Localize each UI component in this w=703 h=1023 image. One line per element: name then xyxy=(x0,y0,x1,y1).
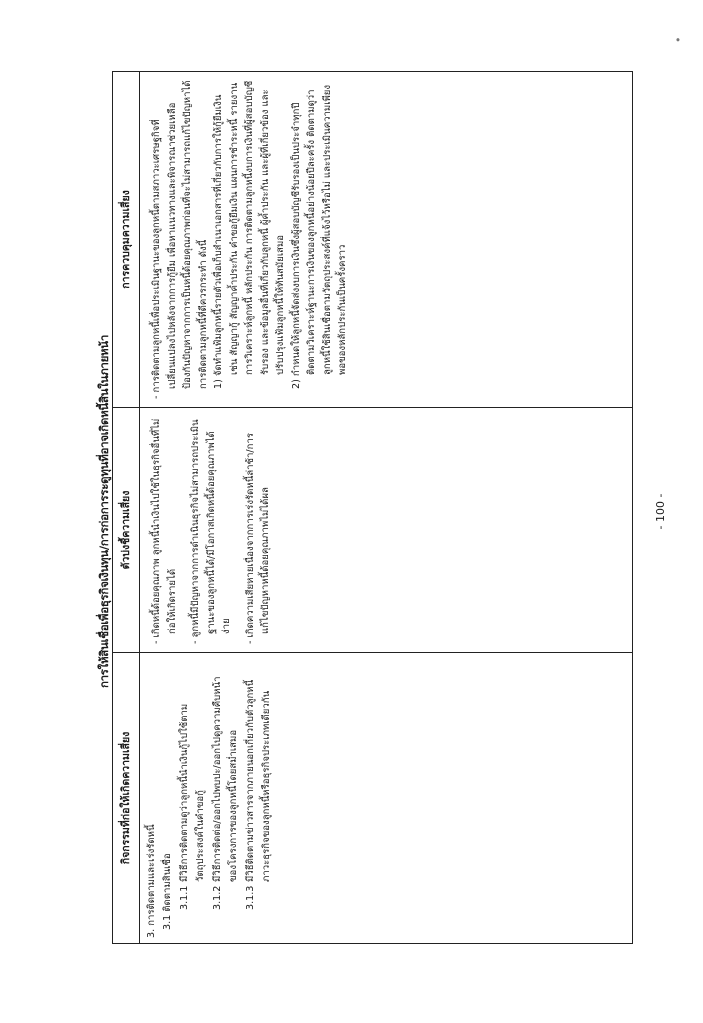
page-number: - 100 - xyxy=(654,493,667,530)
item-number: 3.1.1 xyxy=(179,885,191,910)
control-intro: การติดตามลูกหนี้ที่ดีควรกระทำ ดังนี้ xyxy=(197,239,209,389)
item-number: 3.1.2 xyxy=(212,885,224,910)
activity-item xyxy=(210,661,241,940)
indicator-cell xyxy=(140,408,633,653)
risk-control-table xyxy=(112,71,633,944)
item-text: มีวิธีติดตามข่าวสารจากภายนอกเกี่ยวกับตัวลูกหนี้ ภาวะธุรกิจของลูกหนี้หรือธุรกิจประเภทเดียวกัน xyxy=(245,679,272,882)
corner-mark: • xyxy=(672,36,685,43)
control-cell xyxy=(140,72,633,408)
header-activity: กิจกรรมที่ก่อให้เกิดความเสี่ยง xyxy=(113,653,140,944)
indicator-item: - เกิดความเสียหายเนื่องจากการเร่งรัดหนี้ล่าช้า/การแก้ไขปัญหาหนี้ด้อยคุณภาพไม่ได้ผล xyxy=(244,432,272,644)
item-text: มีวิธีการติดต่อ/ออกไปพบปะ/ออกไปดูความคืบหน้าของโครงการของลูกหนี้โดยสม่ำเสมอ xyxy=(212,676,239,882)
table-body-row xyxy=(140,72,633,944)
activity-item xyxy=(177,661,208,940)
table-header-row xyxy=(113,72,140,944)
document-title: การให้สินเชื่อเพื่อธุรกิจเงินทุน/การก่อการระดูทุนที่อาจเกิดหนี้สินในภายหน้า xyxy=(97,334,111,689)
control-subitem: 1) จัดทำแฟ้มลูกหนี้รายตัวเพื่อเก็บสำเนาเอกสารที่เกี่ยวกับการให้กู้ยืมเงิน เช่น สัญญากู้ สัญญาค้ำประกัน คำขอกู้ยืมเงิน แผนการชำระหนี้ รายงานการวิเคราะห์ลูกหนี้ หลักประกัน การติดตามลูกหนี้งบการเงินที่ผู้สอบบัญชีรับรอง และข้อมูลอื่นที่เกี่ยวกับลูกหนี้ ผู้ค้ำประกัน และผู้ที่เกี่ยวข้อง และปรับปรุงแฟ้มลูกหนี้ให้ทันสมัยเสมอ xyxy=(213,80,287,389)
control-bullet: - การติดตามลูกหนี้เพื่อประเมินฐานะของลูกหนี้ตามสภาวะเศรษฐกิจที่เปลี่ยนแปลงไปหลังจากการกู้ยืม เพื่อหาแนวทางและพิจารณาช่วยเหลือป้องกันปัญหาจากการเป็นหนี้ด้อยคุณภาพก่อนที่จะไม่สามารถแก้ไขปัญหาได้ xyxy=(151,80,194,399)
activity-cell xyxy=(140,653,633,944)
control-subitem: 2) กำหนดให้ลูกหนี้จัดส่งงบการเงินซึ่งผู้สอบบัญชีรับรองเป็นประจำทุกปี ติดตามวิเคราะห์ฐานะการเงินของลูกหนี้อย่างน้อยปีละครั้ง ติดตามดูว่าลูกหนี้ใช้สินเชื่อตามวัตถุประสงค์ที่แจ้งไว้หรือไม่ และประเมินความเพียงพอของหลักประกันเป็นครั้งคราว xyxy=(290,84,349,389)
item-number: 3.1.3 xyxy=(245,885,257,910)
activity-section: 3. การติดตามและเร่งรัดหนี้ xyxy=(146,824,157,938)
header-indicator: ตัวบ่งชี้ความเสี่ยง xyxy=(113,408,140,653)
indicator-item: - ลูกหนี้มีปัญหาจากการดำเนินธุรกิจไม่สามารถประเมินฐานะของลูกหนี้ได้/มีโอกาสเกิดหนี้ด้อยคุณภาพได้ง่าย xyxy=(190,419,233,644)
item-text: มีวิธีการติดตามดูว่าลูกหนี้นำเงินกู้ไปใช้ตามวัตถุประสงค์ในคำขอกู้ xyxy=(179,703,206,882)
activity-item xyxy=(243,661,274,940)
indicator-item: - เกิดหนี้ด้อยคุณภาพ ลูกหนี้นำเงินไปใช้ในธุรกิจอื่นที่ไม่ก่อให้เกิดรายได้ xyxy=(151,418,178,644)
header-control: การควบคุมความเสี่ยง xyxy=(113,72,140,408)
activity-subsection: 3.1 ติดตามสินเชื่อ xyxy=(161,853,173,930)
